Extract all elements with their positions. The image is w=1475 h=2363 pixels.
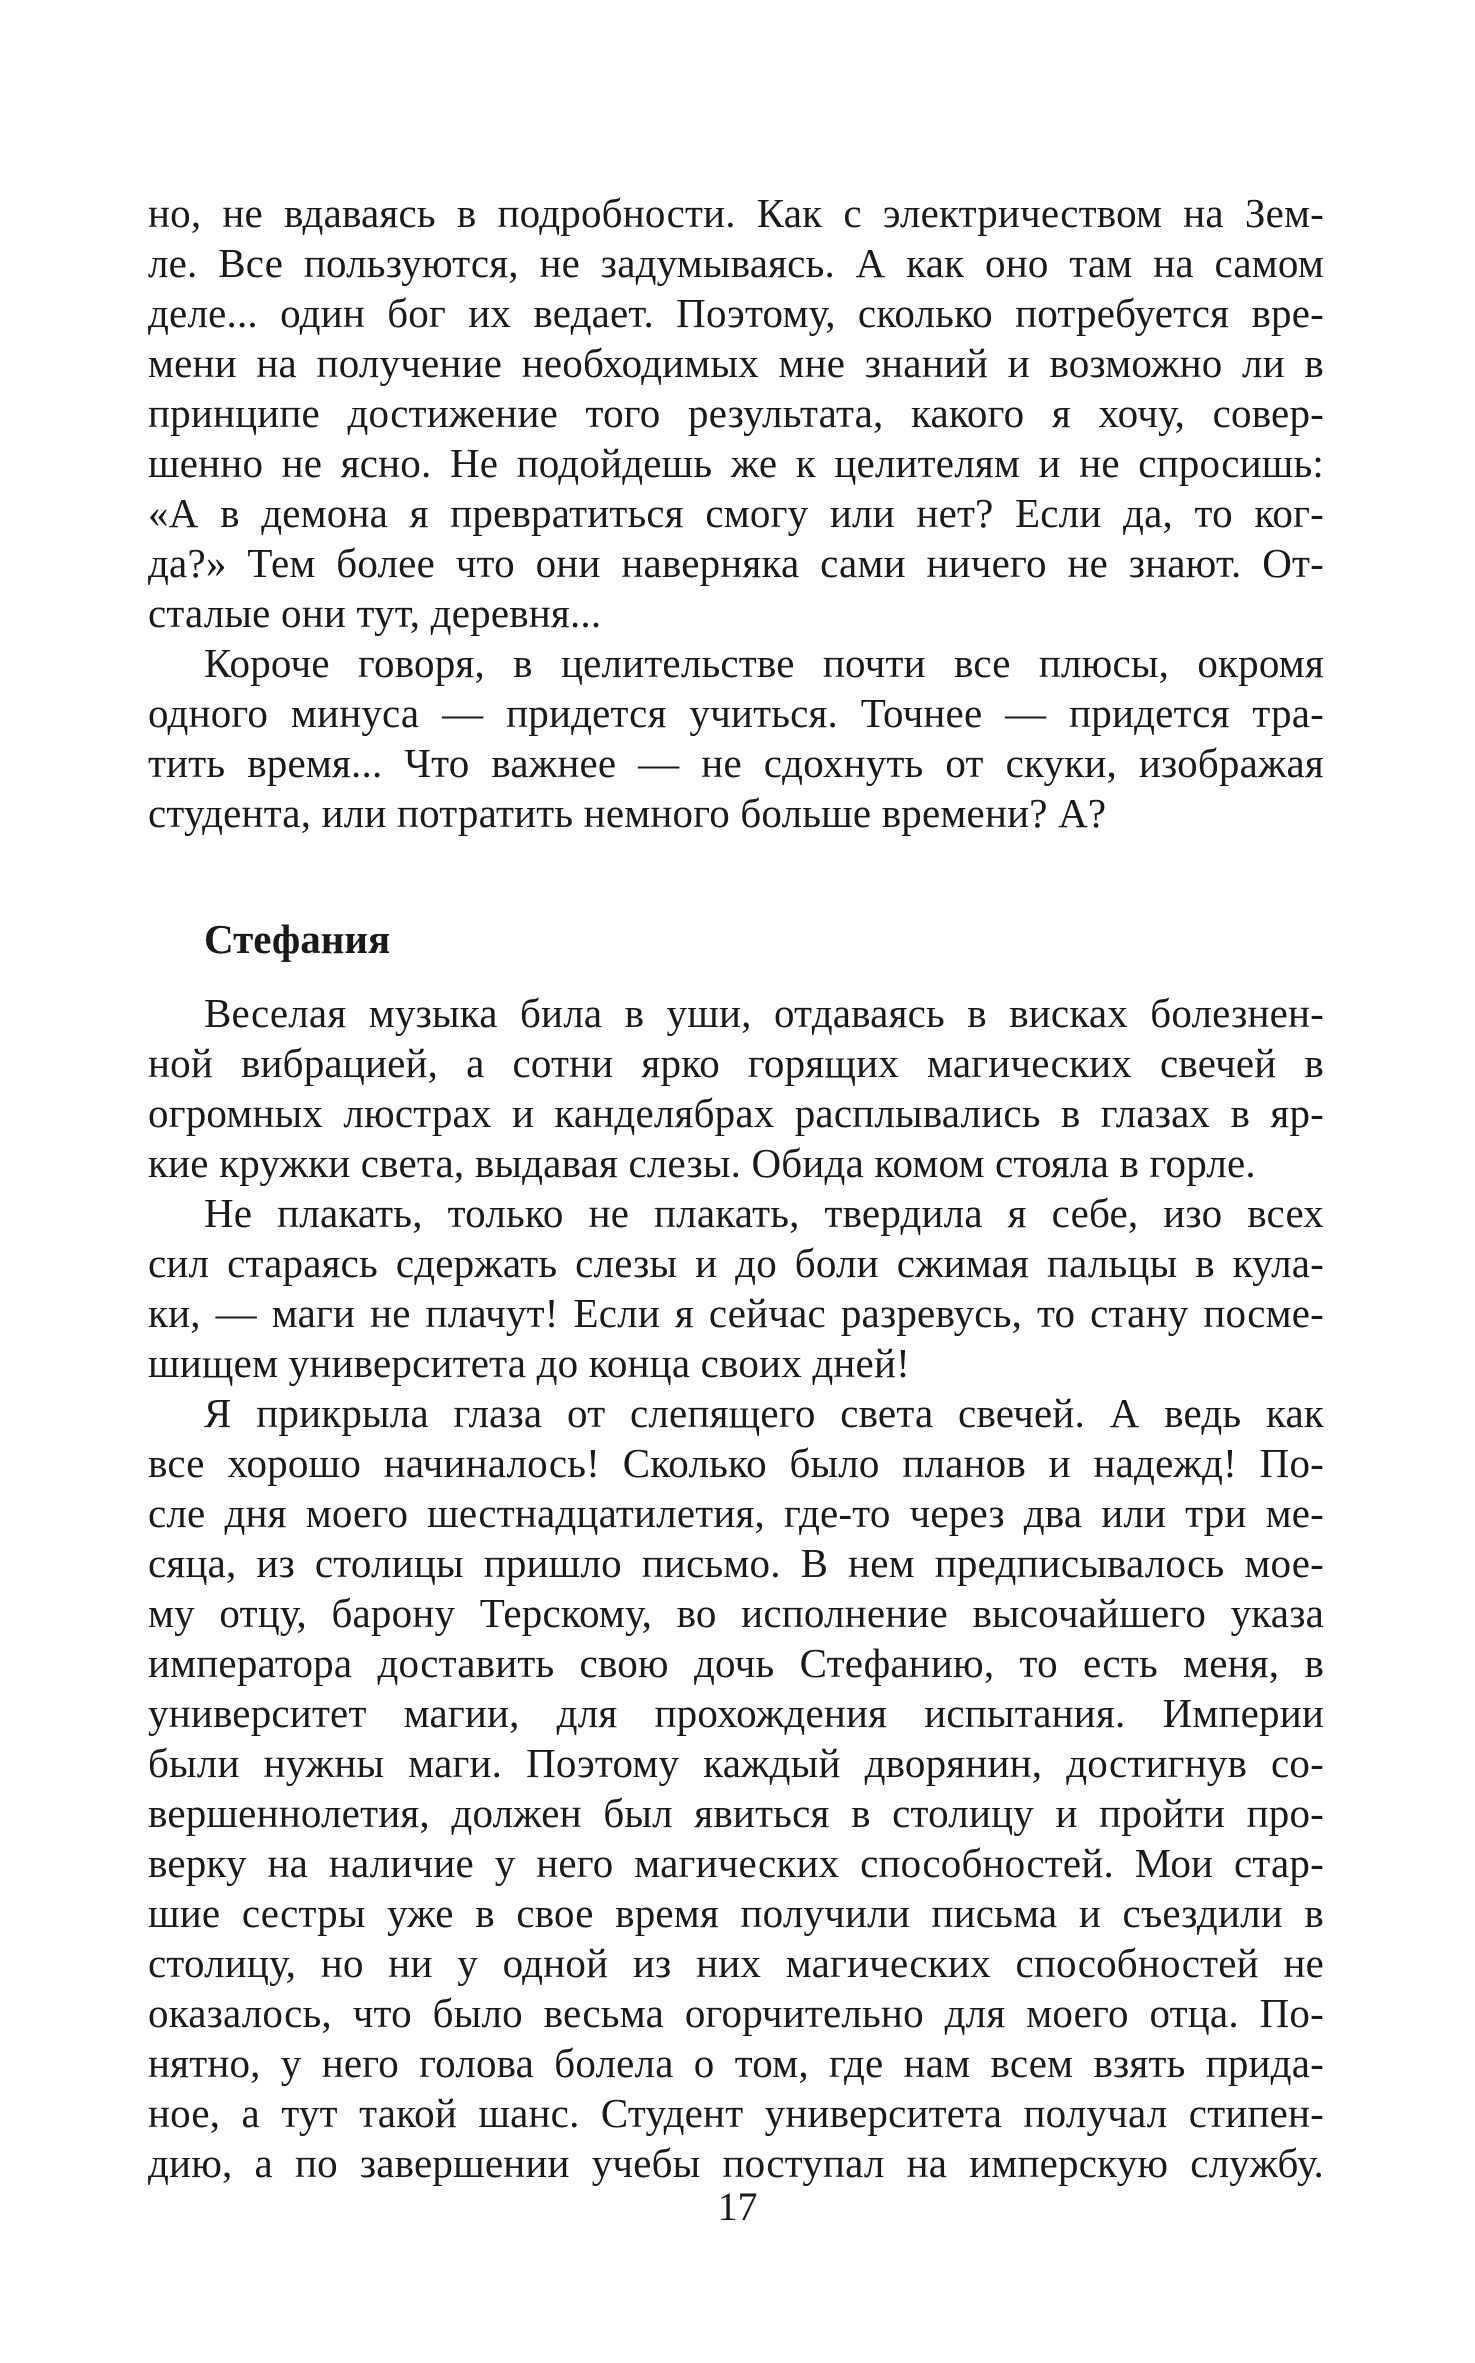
text-section-1 bbox=[148, 188, 1324, 838]
text-line: огромных люстрах и канделябрах расплывались в глазах в яр- bbox=[148, 1090, 1324, 1136]
text-section-2 bbox=[148, 988, 1324, 2188]
text-line: вершеннолетия, должен был явиться в столицу и пройти про- bbox=[148, 1790, 1324, 1836]
page-number: 17 bbox=[717, 2184, 758, 2229]
text-line: но, не вдаваясь в подробности. Как с электричеством на Зем- bbox=[148, 190, 1324, 236]
text-line: сил стараясь сдержать слезы и до боли сжимая пальцы в кула- bbox=[148, 1240, 1324, 1286]
text-line: императора доставить свою дочь Стефанию, то есть меня, в bbox=[148, 1640, 1324, 1686]
text-line: сталые они тут, деревня... bbox=[148, 590, 602, 636]
text-line: Веселая музыка била в уши, отдаваясь в висках болезнен- bbox=[204, 990, 1324, 1036]
text-line: шие сестры уже в свое время получили письма и съездили в bbox=[148, 1890, 1324, 1936]
text-line: Я прикрыла глаза от слепящего света свечей. А ведь как bbox=[204, 1390, 1324, 1436]
text-line: ки, — маги не плачут! Если я сейчас разревусь, то стану посме- bbox=[148, 1290, 1324, 1336]
text-line: шищем университета до конца своих дней! bbox=[148, 1340, 910, 1386]
section-heading: Стефания bbox=[204, 916, 391, 962]
text-line: да?» Тем более что они наверняка сами ничего не знают. От- bbox=[148, 540, 1324, 586]
text-line: университет магии, для прохождения испытания. Империи bbox=[148, 1690, 1324, 1736]
text-line: шенно не ясно. Не подойдешь же к целителям и не спросишь: bbox=[148, 440, 1324, 486]
text-line: ное, а тут такой шанс. Студент университета получал стипен- bbox=[148, 2090, 1324, 2136]
text-line: «А в демона я превратиться смогу или нет? Если да, то ког- bbox=[148, 490, 1324, 536]
text-line: ле. Все пользуются, не задумываясь. А как оно там на самом bbox=[148, 240, 1324, 286]
text-line: ной вибрацией, а сотни ярко горящих магических свечей в bbox=[148, 1040, 1324, 1086]
text-line: сле дня моего шестнадцатилетия, где-то через два или три ме- bbox=[148, 1490, 1324, 1536]
text-line: Не плакать, только не плакать, твердила я себе, изо всех bbox=[204, 1190, 1324, 1236]
text-line: кие кружки света, выдавая слезы. Обида комом стояла в горле. bbox=[148, 1140, 1256, 1186]
text-line: му отцу, барону Терскому, во исполнение высочайшего указа bbox=[148, 1590, 1324, 1636]
text-line: тить время... Что важнее — не сдохнуть от скуки, изображая bbox=[148, 740, 1324, 786]
text-line: оказалось, что было весьма огорчительно для моего отца. По- bbox=[148, 1990, 1324, 2036]
text-line: все хорошо начиналось! Сколько было планов и надежд! По- bbox=[148, 1440, 1324, 1486]
text-line: дию, а по завершении учебы поступал на имперскую службу. bbox=[148, 2140, 1324, 2186]
text-line: Короче говоря, в целительстве почти все плюсы, окромя bbox=[204, 640, 1324, 686]
text-line: сяца, из столицы пришло письмо. В нем предписывалось мое- bbox=[148, 1540, 1324, 1586]
text-line: были нужны маги. Поэтому каждый дворянин, достигнув со- bbox=[148, 1740, 1324, 1786]
text-line: столицу, но ни у одной из них магических способностей не bbox=[148, 1940, 1324, 1986]
text-line: мени на получение необходимых мне знаний и возможно ли в bbox=[148, 340, 1324, 386]
text-line: нятно, у него голова болела о том, где нам всем взять прида- bbox=[148, 2040, 1324, 2086]
text-line: верку на наличие у него магических способностей. Мои стар- bbox=[148, 1840, 1324, 1886]
text-line: принципе достижение того результата, какого я хочу, совер- bbox=[148, 390, 1324, 436]
text-line: студента, или потратить немного больше времени? А? bbox=[148, 790, 1107, 836]
text-line: деле... один бог их ведает. Поэтому, сколько потребуется вре- bbox=[148, 290, 1324, 336]
text-line: одного минуса — придется учиться. Точнее — придется тра- bbox=[148, 690, 1324, 736]
